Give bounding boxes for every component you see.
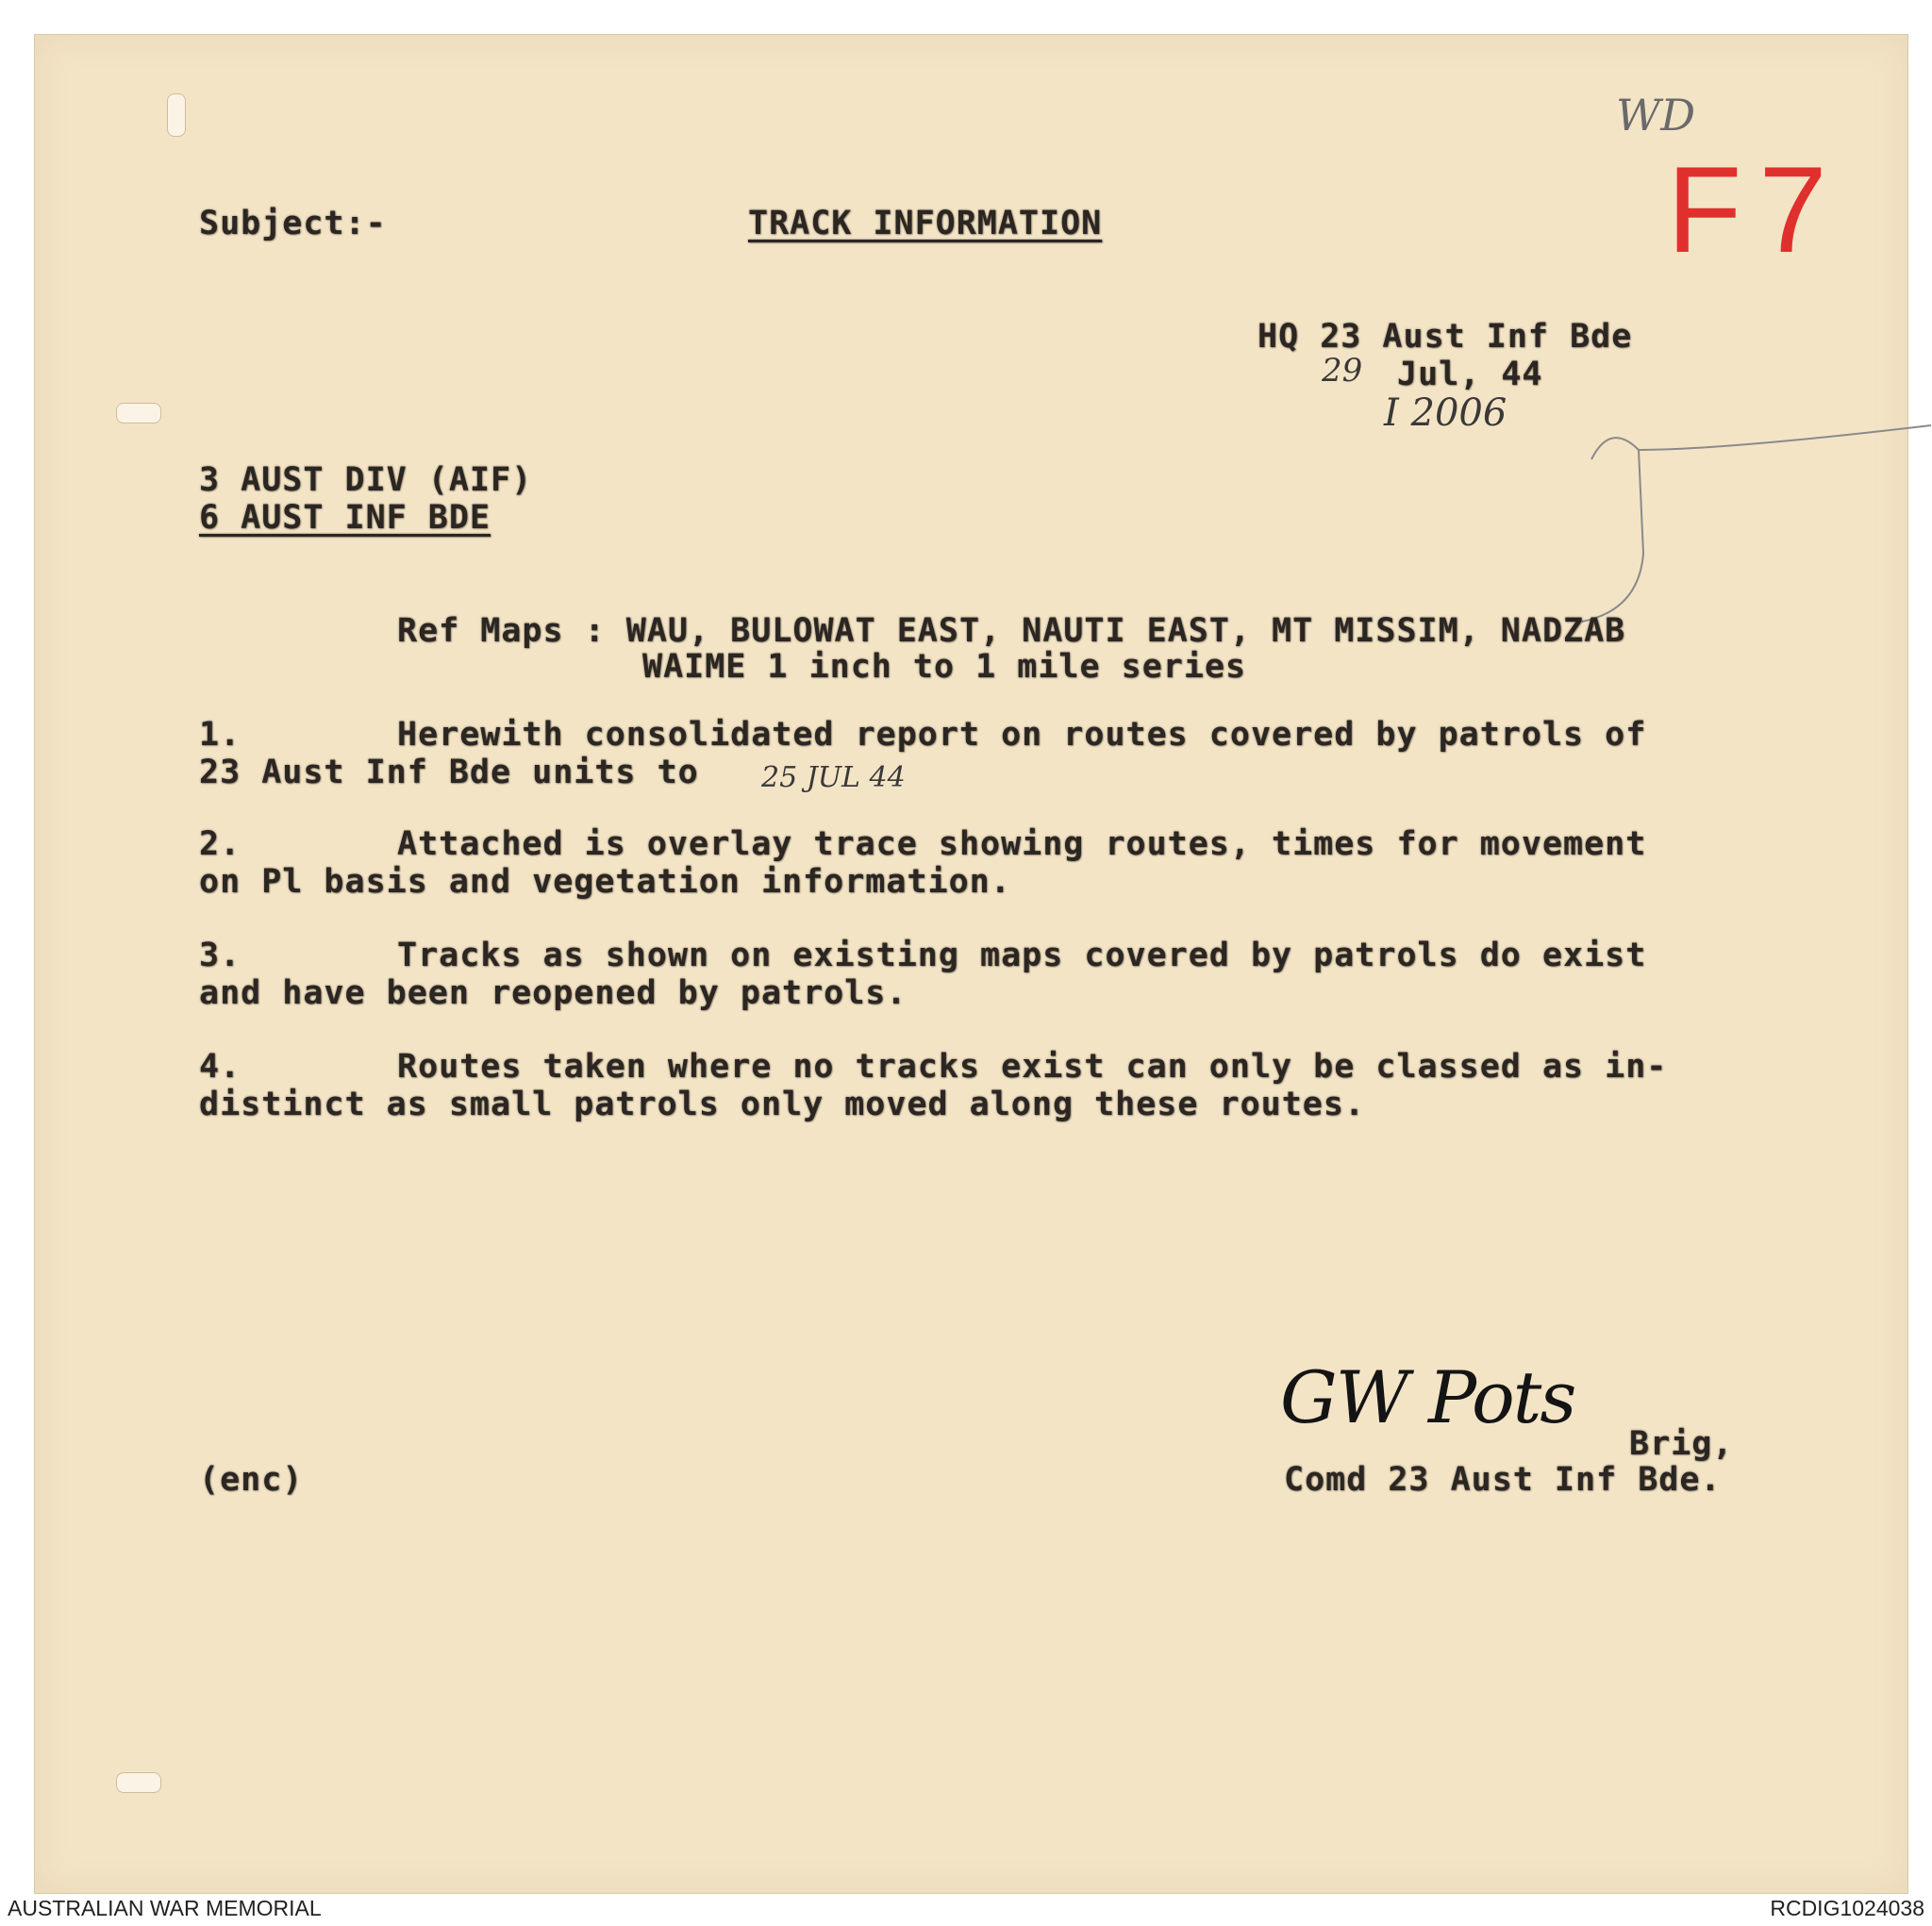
subject-title: TRACK INFORMATION — [748, 205, 1103, 242]
signature: GW Pots — [1280, 1355, 1575, 1439]
paragraph-text: Herewith consolidated report on routes covered by patrols of — [397, 716, 1647, 754]
ref-maps-line: Ref Maps : WAU, BULOWAT EAST, NAUTI EAST, MT MISSIM, NADZAB — [397, 612, 1626, 650]
staple-mark — [167, 93, 186, 137]
date-handwritten-small: 25 JUL 44 — [761, 761, 906, 794]
paragraph-number: 2. — [199, 825, 242, 863]
f7-annotation: F7 — [1667, 141, 1844, 278]
paragraph-text: Attached is overlay trace showing routes, times for movement — [397, 825, 1647, 863]
footer-left: AUSTRALIAN WAR MEMORIAL — [8, 1896, 322, 1920]
paragraph-4 — [199, 1048, 1746, 1237]
paragraph-number: 3. — [199, 937, 242, 974]
paragraph-text: Routes taken where no tracks exist can only be classed as in- — [397, 1048, 1668, 1086]
pencil-mark — [1582, 412, 1932, 629]
sign-rank: Brig, — [1629, 1425, 1734, 1463]
paragraph-text: and have been reopened by patrols. — [199, 974, 908, 1012]
enclosure-note: (enc) — [199, 1461, 304, 1499]
addressee-line: 6 AUST INF BDE — [199, 499, 491, 537]
staple-mark — [116, 1772, 161, 1793]
date-handwritten: 29 — [1322, 352, 1363, 390]
sign-title: Comd 23 Aust Inf Bde. — [1284, 1461, 1722, 1499]
ref-maps-line: WAIME 1 inch to 1 mile series — [642, 648, 1247, 686]
paragraph-text: Tracks as shown on existing maps covered by patrols do exist — [397, 937, 1647, 974]
paragraph-number: 1. — [199, 716, 242, 754]
paragraph-text: distinct as small patrols only moved along these routes. — [199, 1086, 1366, 1123]
staple-mark — [116, 403, 161, 423]
addressee-line: 3 AUST DIV (AIF) — [199, 461, 533, 499]
paragraph-number: 4. — [199, 1048, 242, 1086]
footer-right: RCDIG1024038 — [1770, 1896, 1924, 1920]
date-typed: Jul, 44 — [1397, 356, 1543, 393]
hq-line: HQ 23 Aust Inf Bde — [1257, 318, 1633, 356]
subject-label: Subject:- — [199, 205, 387, 242]
ref-number-handwritten: I 2006 — [1384, 391, 1507, 435]
document-page — [34, 34, 1908, 1894]
paragraph-text: 23 Aust Inf Bde units to — [199, 754, 699, 791]
paragraph-text: on Pl basis and vegetation information. — [199, 863, 1011, 901]
wd-annotation: WD — [1616, 90, 1696, 141]
